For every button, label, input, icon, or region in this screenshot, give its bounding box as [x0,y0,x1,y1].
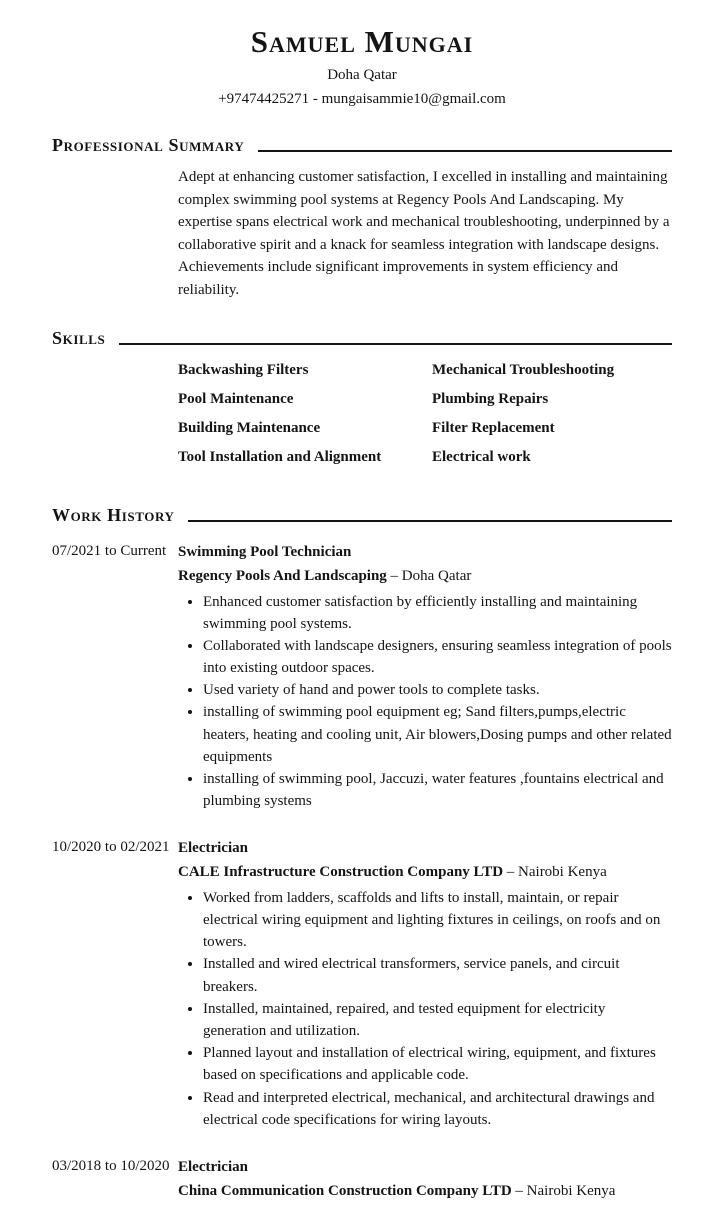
job-entry [52,1157,672,1205]
heading-rule [258,150,672,152]
job-body [178,1157,672,1205]
section-heading [52,505,672,526]
skill-item: Pool Maintenance [178,391,294,407]
skill-item: Tool Installation and Alignment [178,449,382,465]
job-dates: 07/2021 to Current [52,543,167,559]
job-dates: 03/2018 to 10/2020 [52,1157,170,1174]
summary-text: Adept at enhancing customer satisfaction, I excelled in installing and maintaining complex swimming pool systems at Regency Pools And Landscaping. My expertise spans electrical work and mechanical troubleshooting, underpinned by a collaborative spirit and a knack for seamless integration with landscape designs. Achievements include significant improvements in system efficiency and reliability. [178,169,670,298]
candidate-name: Samuel Mungai [250,24,474,59]
job-bullet: • Worked from ladders, scaffolds and lifts to install, maintain, or repair electrical wiring equipment and lighting fixtures in ceilings, on roofs and on towers. [203,887,672,954]
job-bullet: • Collaborated with landscape designers, ensuring seamless integration of pools into existing outdoor spaces. [203,635,672,679]
job-company-line [178,1181,672,1203]
job-title: Electrician [178,840,248,857]
job-company-line [178,566,672,588]
job-company: China Communication Construction Company LTD [178,1182,512,1199]
candidate-location: Doha Qatar [327,67,397,83]
skills-column-right [432,362,672,478]
skill-item: Plumbing Repairs [432,391,549,407]
section-title: Professional Summary [52,135,245,155]
skill-item: Backwashing Filters [178,362,309,378]
skills-column-left [178,362,432,478]
job-location: – Nairobi Kenya [506,864,607,881]
skill-item: Building Maintenance [178,420,321,436]
job-bullet: • Enhanced customer satisfaction by efficiently installing and maintaining swimming pool systems. [203,591,672,635]
job-company: Regency Pools And Landscaping [178,567,387,584]
skill-item: Electrical work [432,449,531,465]
job-bullet: • Installed, maintained, repaired, and tested equipment for electricity generation and utilization. [203,998,672,1042]
job-body [178,542,672,812]
job-bullet: • installing of swimming pool, Jaccuzi, water features ,fountains electrical and plumbing systems [203,768,672,812]
job-location: – Nairobi Kenya [515,1182,616,1199]
job-title: Electrician [178,1158,248,1175]
section-title: Skills [52,328,106,348]
job-body [178,838,672,1131]
section-title: Work History [52,505,175,525]
job-title: Swimming Pool Technician [178,544,352,560]
job-dates: 10/2020 to 02/2021 [52,839,170,856]
section-skills [52,328,672,478]
section-heading [52,328,672,349]
job-bullets [178,591,672,813]
candidate-contact: +97474425271 - mungaisammie10@gmail.com [218,91,506,107]
job-location: – Doha Qatar [390,567,472,584]
job-entry [52,838,672,1131]
job-bullet: • Planned layout and installation of electrical wiring, equipment, and fixtures based on specifications and applicable code. [203,1042,672,1086]
job-bullet: • Read and interpreted electrical, mechanical, and architectural drawings and electrical code specifications for wiring layouts. [203,1087,672,1131]
job-bullet: • Used variety of hand and power tools to complete tasks. [203,679,672,701]
job-company-line [178,862,672,884]
section-work-history [52,505,672,1205]
heading-rule [188,520,672,522]
job-company: CALE Infrastructure Construction Company LTD [178,864,504,881]
section-heading [52,135,672,156]
section-professional-summary [52,135,672,301]
job-bullets [178,887,672,1131]
skill-item: Filter Replacement [432,420,555,436]
heading-rule [119,343,672,345]
job-bullet: • Installed and wired electrical transformers, service panels, and circuit breakers. [203,953,672,997]
skill-item: Mechanical Troubleshooting [432,362,615,378]
skills-grid [178,362,672,478]
job-bullet: • installing of swimming pool equipment eg; Sand filters,pumps,electric heaters, heating and cooling unit, Air blowers,Dosing pumps and other related equipments [203,701,672,768]
job-entry [52,542,672,812]
